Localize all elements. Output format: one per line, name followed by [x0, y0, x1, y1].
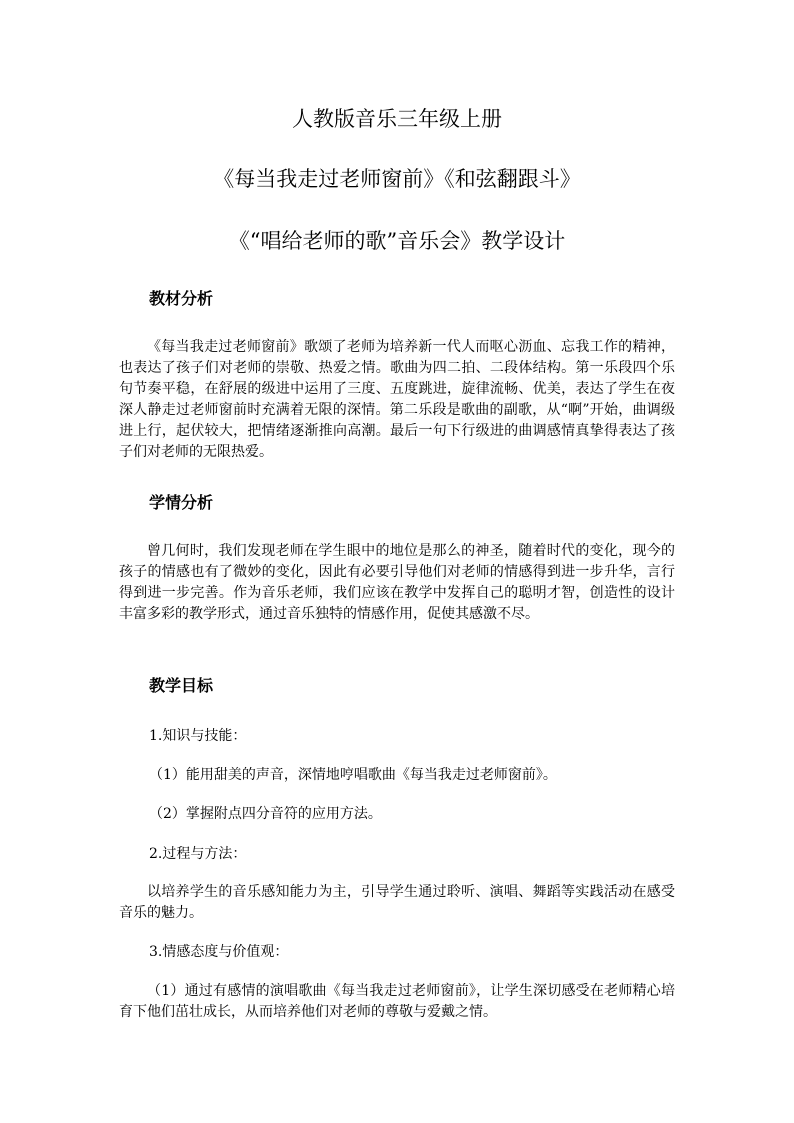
heading-goals: 教学目标 [149, 676, 214, 695]
goal-item-1-1: （1）能用甜美的声音，深情地哼唱歌曲《每当我走过老师窗前》。 [149, 767, 557, 783]
title-line-3: 《“唱给老师的歌”音乐会》教学设计 [228, 229, 566, 253]
title-line-2: 《每当我走过老师窗前》《和弦翻跟斗》 [213, 167, 581, 191]
heading-students: 学情分析 [149, 493, 214, 512]
goal-item-3-1: （1）通过有感情的演唱歌曲《每当我走过老师窗前》，让学生深切感受在老师精心培育下他们茁壮成长，从而培养他们对老师的尊敬与爱戴之情。 [119, 983, 675, 1020]
goal-item-1-2: （2）掌握附点四分音符的应用方法。 [149, 806, 382, 822]
paragraph-materials: 《每当我走过老师窗前》歌颂了老师为培养新一代人而呕心沥血、忘我工作的精神，也表达了孩子们对老师的崇敬、热爱之情。歌曲为四二拍、二段体结构。第一乐段四个乐句节奏平稳，在舒展的级进中运用了三度、五度跳进，旋律流畅、优美，表达了学生在夜深人静走过老师窗前时充满着无限的深情。第二乐段是歌曲的副歌，从“啊”开始，曲调级进上行，起伏较大，把情绪逐渐推向高潮。最后一句下行级进的曲调感情真挚得表达了孩子们对老师的无限热爱。 [119, 339, 675, 460]
goal-item-2-text: 以培养学生的音乐感知能力为主，引导学生通过聆听、演唱、舞蹈等实践活动在感受音乐的魅力。 [119, 884, 675, 921]
heading-materials: 教材分析 [149, 289, 214, 308]
title-line-1: 人教版音乐三年级上册 [292, 107, 502, 131]
goal-item-1: 1.知识与技能： [149, 728, 247, 744]
goal-item-2: 2.过程与方法： [149, 846, 247, 862]
goal-item-3: 3.情感态度与价值观： [149, 944, 289, 960]
paragraph-students: 曾几何时，我们发现老师在学生眼中的地位是那么的神圣，随着时代的变化，现今的孩子的情感也有了微妙的变化，因此有必要引导他们对老师的情感得到进一步升华，言行得到进一步完善。作为音乐老师，我们应该在教学中发挥自己的聪明才智，创造性的设计丰富多彩的教学形式，通过音乐独特的情感作用，促使其感激不尽。 [119, 543, 675, 622]
